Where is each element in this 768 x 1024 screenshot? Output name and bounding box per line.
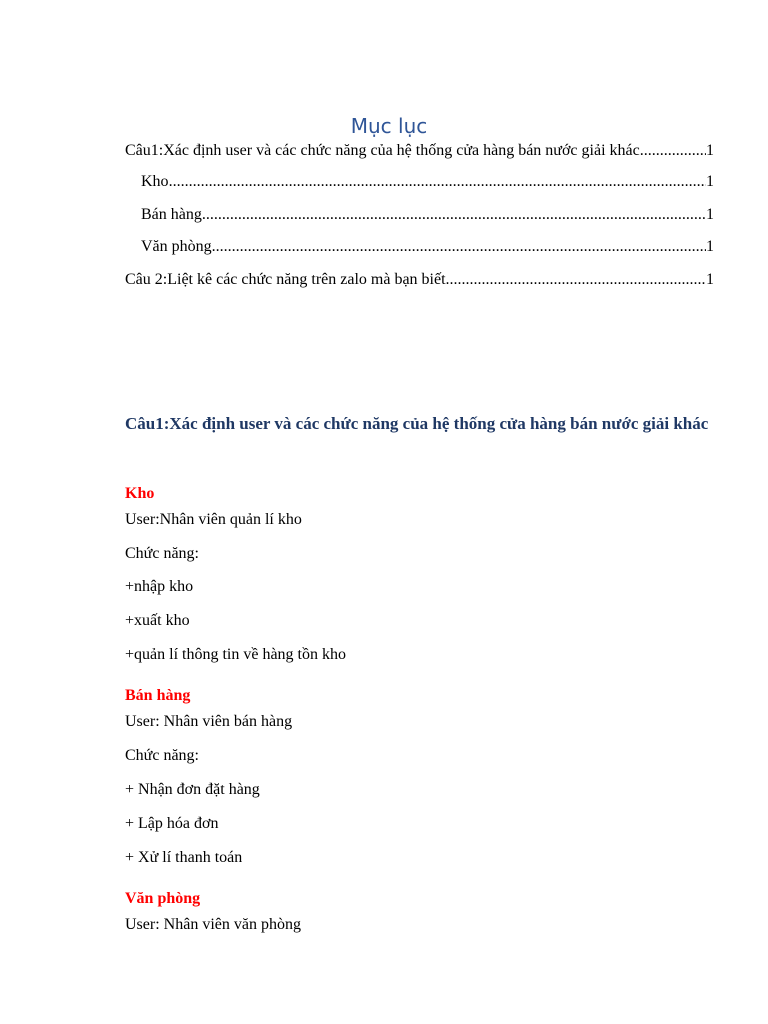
- user-line: User: Nhân viên văn phòng: [125, 916, 301, 933]
- toc-entry-text: Bán hàng: [141, 206, 202, 223]
- subsection-title-van-phong: Văn phòng: [125, 890, 201, 907]
- toc-entry-page: 1: [706, 173, 714, 190]
- function-item: + Xử lí thanh toán: [125, 849, 243, 866]
- toc-leader: [640, 140, 706, 162]
- functions-label: Chức năng:: [125, 747, 199, 764]
- toc-entry-page: 1: [706, 142, 714, 159]
- toc-leader: [212, 236, 706, 258]
- function-item: +quản lí thông tin về hàng tồn kho: [125, 646, 346, 663]
- toc-entry[interactable]: [125, 269, 714, 291]
- toc-entry-text: Kho: [141, 173, 169, 190]
- function-item: +xuất kho: [125, 612, 190, 629]
- toc-leader: [202, 204, 706, 226]
- toc-entry[interactable]: [141, 171, 714, 193]
- function-item: +nhập kho: [125, 578, 194, 595]
- toc-entry[interactable]: [141, 236, 714, 258]
- toc-entry-text: Văn phòng: [141, 238, 212, 255]
- user-line: User: Nhân viên bán hàng: [125, 713, 293, 730]
- toc-entry-page: 1: [706, 206, 714, 223]
- toc-entry-text: Câu 2:Liệt kê các chức năng trên zalo mà bạn biết: [125, 271, 446, 288]
- function-item: + Nhận đơn đặt hàng: [125, 781, 260, 798]
- section-heading: Câu1:Xác định user và các chức năng của hệ thống cửa hàng bán nước giải khác: [125, 414, 709, 433]
- subsection-title-ban-hang: Bán hàng: [125, 687, 191, 704]
- toc-entry-page: 1: [706, 271, 714, 288]
- user-line: User:Nhân viên quản lí kho: [125, 511, 302, 528]
- function-item: + Lập hóa đơn: [125, 815, 219, 832]
- toc-entry-page: 1: [706, 238, 714, 255]
- functions-label: Chức năng:: [125, 545, 199, 562]
- toc-entry-text: Câu1:Xác định user và các chức năng của hệ thống cửa hàng bán nước giải khác: [125, 142, 640, 159]
- toc-title: Mục lục: [350, 114, 428, 138]
- toc-leader: [169, 171, 706, 193]
- toc-entry[interactable]: [125, 140, 714, 162]
- toc-leader: [446, 269, 706, 291]
- toc-entry[interactable]: [141, 204, 714, 226]
- subsection-title-kho: Kho: [125, 485, 155, 502]
